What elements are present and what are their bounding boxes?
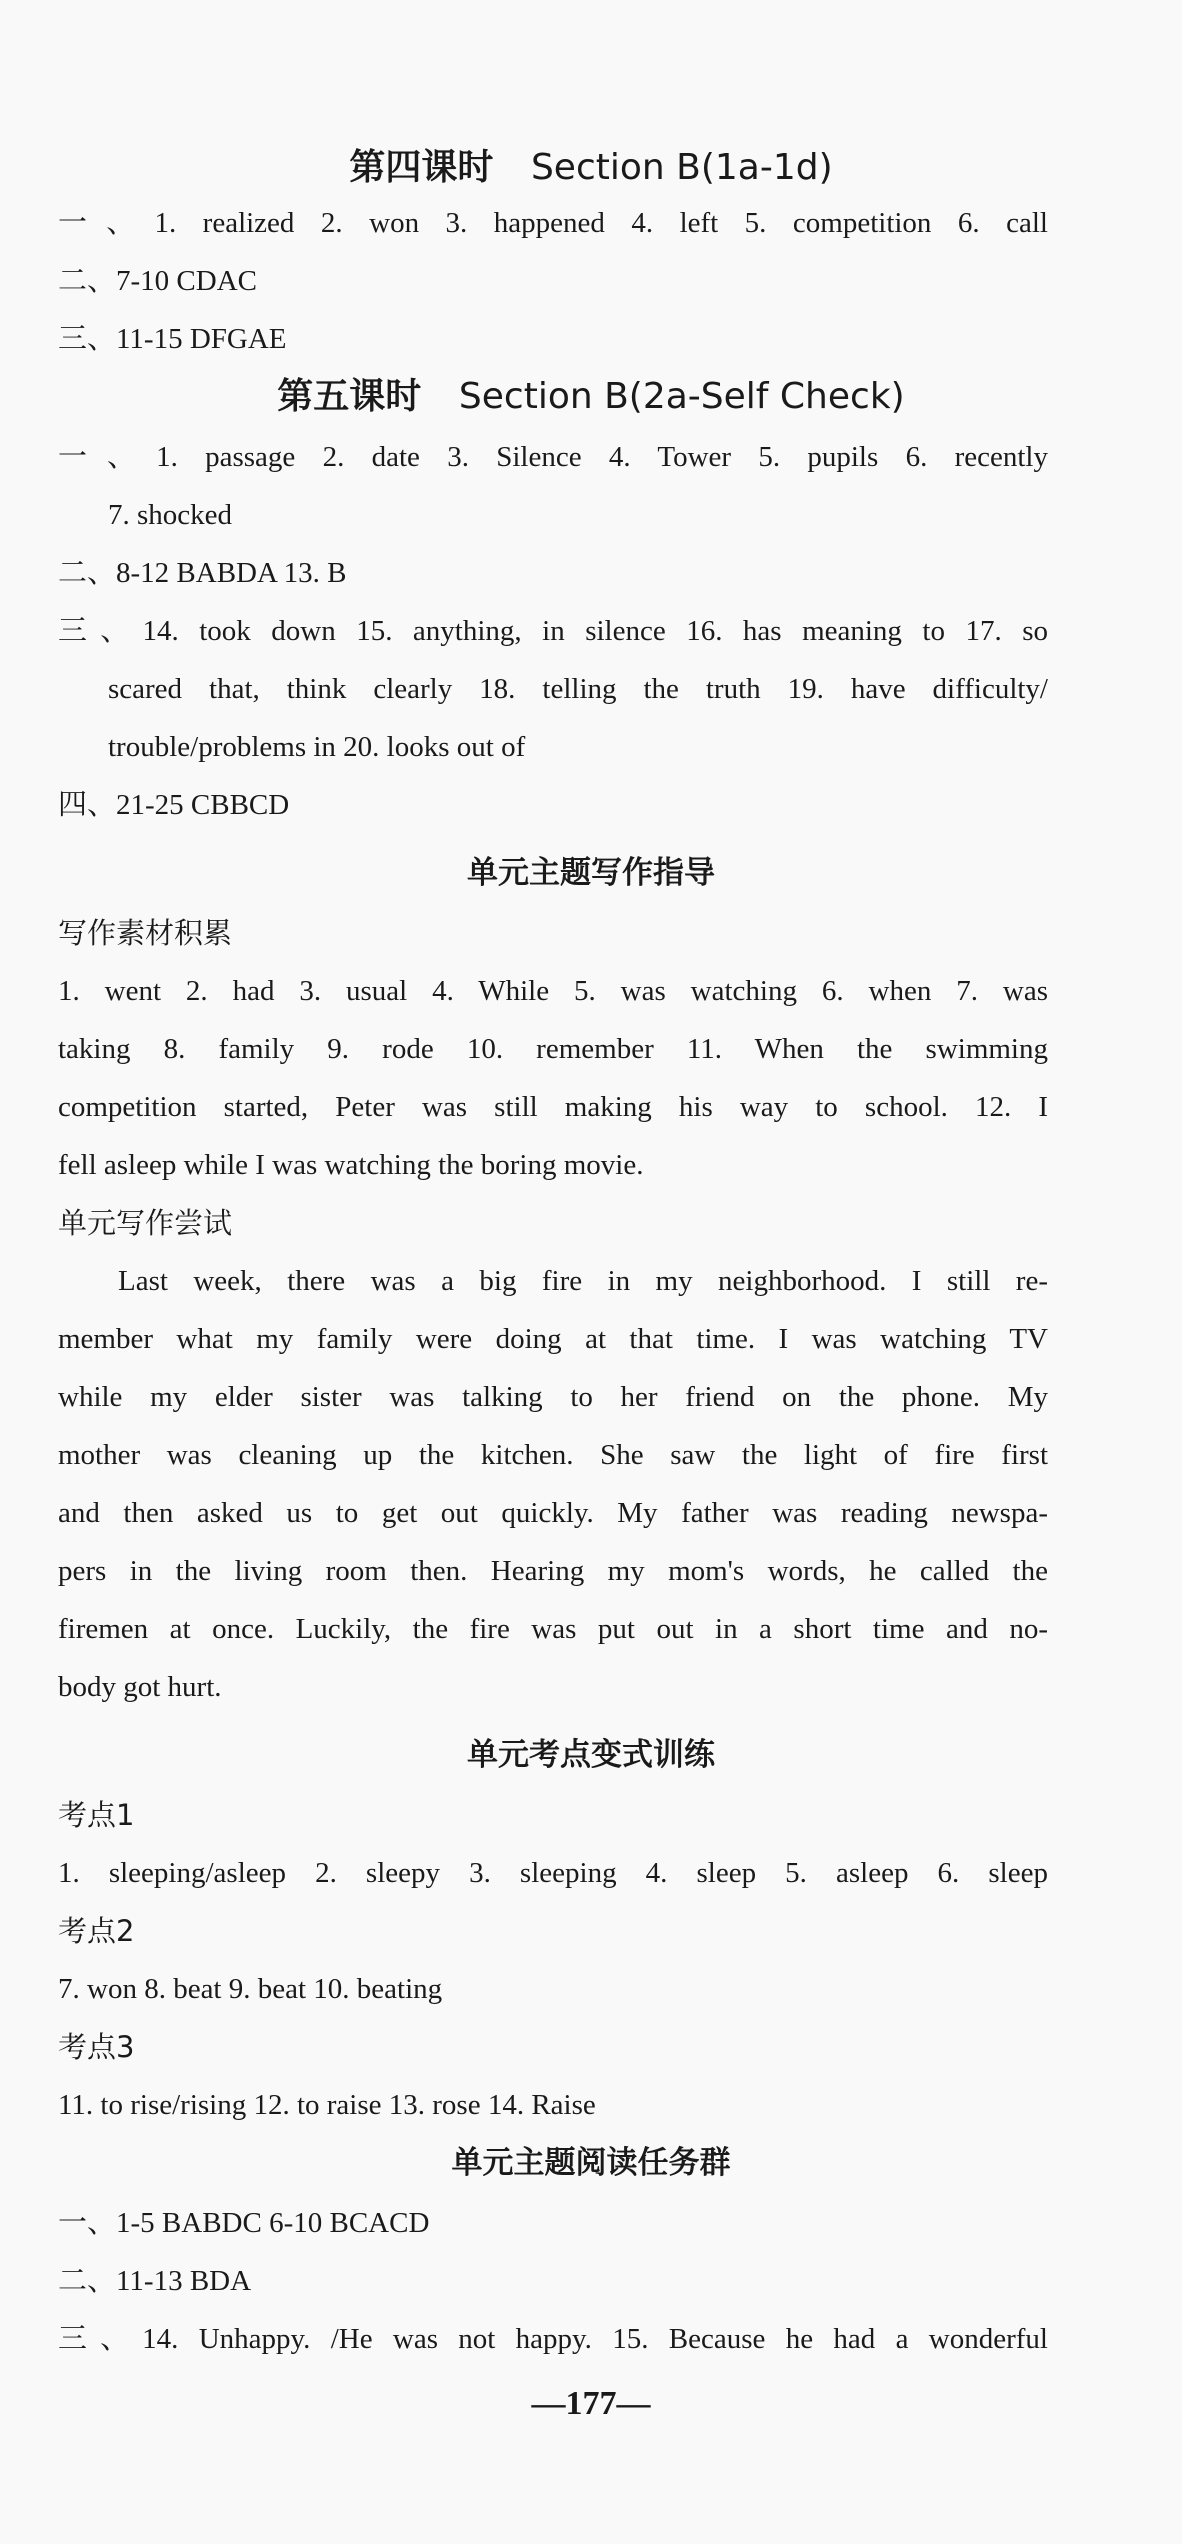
writing-material-label: 写作素材积累 (58, 916, 233, 950)
lesson4-line-1: 一、1. realized 2. won 3. happened 4. left 5. competition 6. call (58, 207, 1048, 239)
writing-attempt-label: 单元写作尝试 (58, 1206, 233, 1240)
lesson5-heading (0, 375, 1182, 419)
test-point-2-label: 考点2 (58, 1914, 135, 1948)
test-points-heading: 单元考点变式训练 (467, 1737, 715, 1773)
lesson5-line-1: 一、1. passage 2. date 3. Silence 4. Tower 5. pupils 6. recently (58, 441, 1048, 473)
writing-answer-line-3: competition started, Peter was still making his way to school. 12. I (58, 1091, 1048, 1123)
lesson4-line-3: 三、11-15 DFGAE (58, 323, 287, 355)
lesson4-heading (0, 146, 1182, 190)
lesson5-heading-section: Section B(2a-Self Check) (458, 376, 905, 417)
writing-answer-line-1: 1. went 2. had 3. usual 4. While 5. was watching 6. when 7. was (58, 975, 1048, 1007)
lesson5-line-3: 二、8-12 BABDA 13. B (58, 557, 347, 589)
lesson5-line-6: trouble/problems in 20. looks out of (108, 731, 526, 763)
essay-line-5: and then asked us to get out quickly. My father was reading newspa- (58, 1497, 1048, 1529)
page-number: —177— (531, 2385, 651, 2422)
essay-line-6: pers in the living room then. Hearing my mom's words, he called the (58, 1555, 1048, 1587)
essay-line-2: member what my family were doing at that time. I was watching TV (58, 1323, 1048, 1355)
lesson5-line-5: scared that, think clearly 18. telling the truth 19. have difficulty/ (108, 673, 1048, 705)
essay-line-3: while my elder sister was talking to her friend on the phone. My (58, 1381, 1048, 1413)
test-point-3-label: 考点3 (58, 2030, 135, 2064)
test-point-2-answers: 7. won 8. beat 9. beat 10. beating (58, 1973, 443, 2005)
lesson5-line-2: 7. shocked (108, 499, 233, 531)
writing-answer-line-4: fell asleep while I was watching the boring movie. (58, 1149, 644, 1181)
essay-line-7: firemen at once. Luckily, the fire was put out in a short time and no- (58, 1613, 1048, 1645)
lesson5-line-7: 四、21-25 CBBCD (58, 789, 290, 821)
writing-guide-heading: 单元主题写作指导 (467, 855, 715, 891)
test-point-3-answers: 11. to rise/rising 12. to raise 13. rose 14. Raise (58, 2089, 596, 2121)
essay-line-4: mother was cleaning up the kitchen. She saw the light of fire first (58, 1439, 1048, 1471)
lesson4-heading-cjk: 第四课时 (349, 147, 494, 188)
writing-answer-line-2: taking 8. family 9. rode 10. remember 11. When the swimming (58, 1033, 1048, 1065)
essay-line-8: body got hurt. (58, 1671, 222, 1703)
reading-line-1: 一、1-5 BABDC 6-10 BCACD (58, 2207, 430, 2239)
test-point-1-label: 考点1 (58, 1798, 135, 1832)
essay-line-1: Last week, there was a big fire in my neighborhood. I still re- (118, 1265, 1048, 1297)
test-point-1-answers: 1. sleeping/asleep 2. sleepy 3. sleeping 4. sleep 5. asleep 6. sleep (58, 1857, 1048, 1889)
reading-line-2: 二、11-13 BDA (58, 2265, 252, 2297)
reading-heading: 单元主题阅读任务群 (451, 2145, 731, 2181)
lesson4-heading-section: Section B(1a-1d) (530, 147, 833, 188)
lesson5-heading-cjk: 第五课时 (277, 376, 422, 417)
lesson4-line-2: 二、7-10 CDAC (58, 265, 257, 297)
reading-line-3: 三、14. Unhappy. /He was not happy. 15. Because he had a wonderful (58, 2323, 1048, 2355)
lesson5-line-4: 三、14. took down 15. anything, in silence 16. has meaning to 17. so (58, 615, 1048, 647)
